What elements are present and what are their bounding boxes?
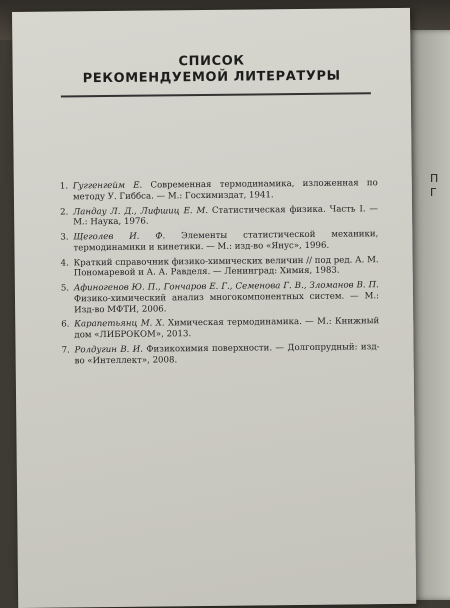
reference-item	[60, 229, 378, 254]
reference-body	[74, 317, 379, 341]
reference-body	[74, 280, 379, 315]
reference-text: Химическая термодинамика. — М.: Книжный дом «ЛИБРОКОМ», 2013.	[74, 317, 379, 341]
reference-item	[61, 280, 379, 315]
reference-authors: Щеголев И. Ф.	[73, 232, 165, 243]
page-title-line1: СПИСОК	[12, 52, 410, 71]
reference-body	[74, 255, 379, 279]
reference-body	[73, 204, 378, 228]
reference-text: Статистическая физика. Часть I. — М.: Наука, 1976.	[73, 204, 378, 228]
reference-text: Физикохимия поверхности. — Долгопрудный: изд-во «Интеллект», 2008.	[75, 342, 380, 366]
reference-item	[60, 204, 378, 229]
title-rule	[61, 92, 371, 97]
reference-authors: Карапетьянц М. Х.	[74, 319, 164, 330]
reference-text: Элементы статистической механики, термодинамики и кинетики. — М.: изд-во «Янус», 1996.	[73, 229, 378, 253]
reference-number: 3.	[60, 233, 73, 254]
reference-body	[74, 342, 379, 366]
reference-text: Современная термодинамика, изложенная по методу У. Гиббса. — М.: Госхимиздат, 1941.	[73, 178, 378, 202]
reference-item	[60, 178, 378, 203]
reference-number: 5.	[61, 284, 74, 316]
reference-number: 7.	[61, 345, 74, 366]
reference-number: 1.	[60, 181, 73, 202]
reference-item	[61, 255, 379, 280]
page-title-line2: РЕКОМЕНДУЕМОЙ ЛИТЕРАТУРЫ	[13, 68, 411, 87]
reference-body	[73, 229, 378, 253]
reference-body	[73, 178, 378, 202]
reference-item	[61, 342, 379, 367]
book-page	[12, 8, 416, 608]
reference-authors: Ландау Л. Д., Лифшиц Е. М.	[73, 206, 208, 217]
reference-authors: Афиногенов Ю. П., Гончаров Е. Г., Семенова Г. В., Зломанов В. П.	[74, 280, 379, 293]
reference-number: 2.	[60, 207, 73, 228]
reference-item	[61, 317, 379, 342]
reference-number: 6.	[61, 320, 74, 341]
facing-page-letter: П	[430, 172, 438, 185]
reference-authors: Ролдугин В. И.	[74, 345, 143, 356]
reference-list	[60, 178, 380, 371]
reference-text: Физико-химический анализ многокомпонентных систем. — М.: Изд-во МФТИ, 2006.	[74, 291, 379, 315]
reference-text: Краткий справочник физико-химических величин // под ред. А. М. Пономаревой и А. А. Равделя. — Ленинград: Химия, 1983.	[74, 255, 379, 279]
facing-page-letter: Г	[430, 186, 437, 199]
reference-number: 4.	[61, 258, 74, 279]
reference-authors: Гуггенгейм Е.	[73, 181, 143, 192]
